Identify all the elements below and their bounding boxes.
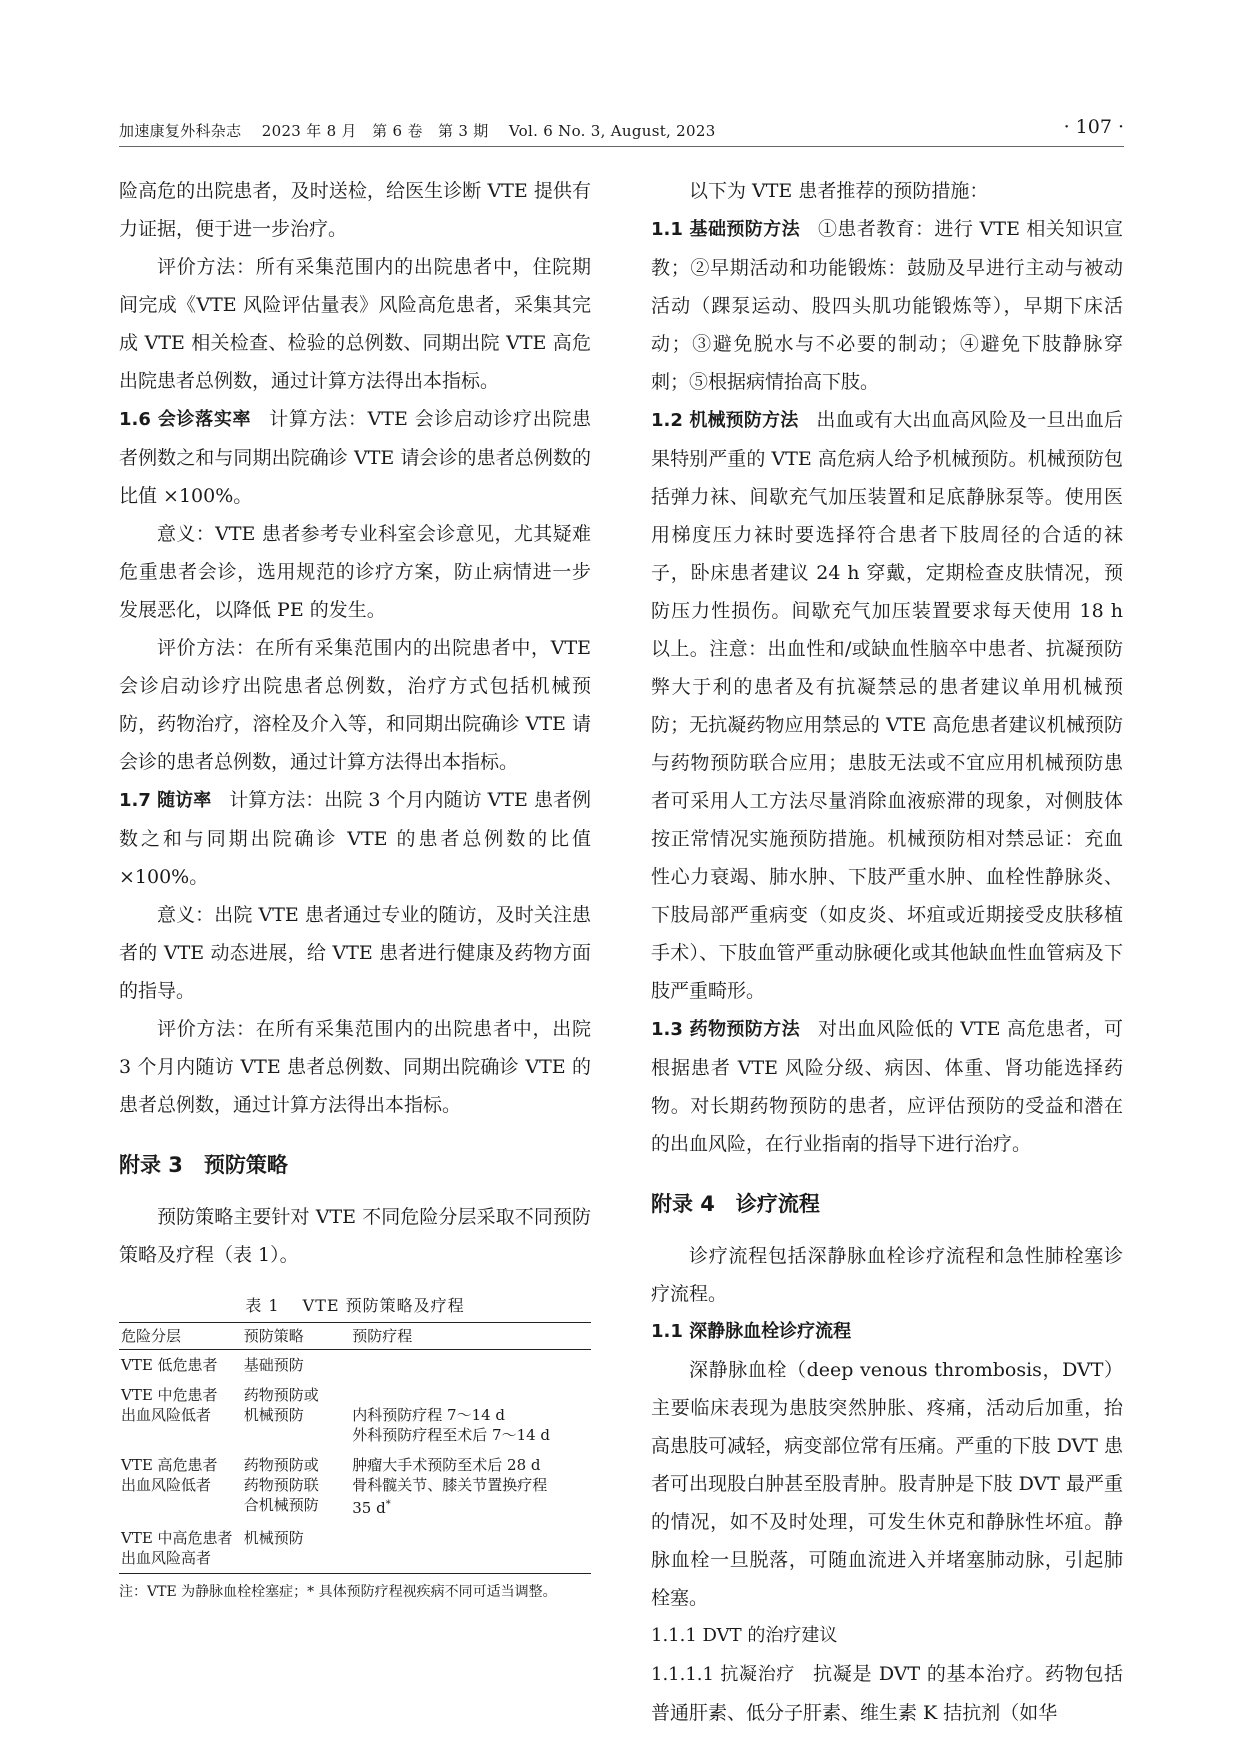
- section-text: ①患者教育：进行 VTE 相关知识宣教；②早期活动和功能锻炼：鼓励及早进行主动与被动活动（踝泵运动、股四头肌功能锻炼等），早期下床活动；③避免脱水与不必要的制动；④避免下肢静脉穿刺；⑤根据病情抬高下肢。: [651, 218, 1124, 393]
- table-cell: 机械预防: [243, 1529, 304, 1547]
- section-heading: 1.1 基础预防方法: [651, 219, 800, 240]
- section-heading: 1.6 会诊落实率: [119, 409, 252, 430]
- table-row: [119, 1523, 591, 1574]
- table-row: [119, 1450, 591, 1523]
- column-header: 危险分层: [119, 1323, 242, 1350]
- subsection-heading: 1.1 深静脉血栓诊疗流程: [651, 1321, 852, 1342]
- paragraph: 诊疗流程包括深静脉血栓诊疗流程和急性肺栓塞诊疗流程。: [651, 1245, 1123, 1305]
- table-cell: 内科预防疗程 7～14 d 外科预防疗程至术后 7～14 d: [352, 1406, 551, 1444]
- right-column: [651, 172, 1123, 1732]
- section-heading: 1.7 随访率: [119, 790, 212, 811]
- prevention-table: [119, 1322, 591, 1574]
- paragraph: 预防策略主要针对 VTE 不同危险分层采取不同预防策略及疗程（表 1）。: [119, 1206, 591, 1266]
- section-heading: 1.2 机械预防方法: [651, 410, 799, 431]
- paragraph: 评价方法：在所有采集范围内的出院患者中，VTE 会诊启动诊疗出院患者总例数，治疗方式包括机械预防，药物治疗，溶栓及介入等，和同期出院确诊 VTE 请会诊的患者总例数，通过计算方法得出本指标。: [119, 637, 591, 773]
- section-1-7: [119, 781, 591, 896]
- section-heading: 1.3 药物预防方法: [651, 1019, 800, 1040]
- paragraph: 深静脉血栓（deep venous thrombosis，DVT）主要临床表现为患肢突然肿胀、疼痛，活动后加重，抬高患肢可减轻，病变部位常有压痛。严重的下肢 DVT 患者可出现股白肿甚至股青肿。股青肿是下肢 DVT 最严重的情况，如不及时处理，可发生休克和静脉性坏疽。静脉血栓一旦脱落，可随血流进入并堵塞肺动脉，引起肺栓塞。: [651, 1359, 1123, 1609]
- table-cell-text: 肿瘤大手术预防至术后 28 d 骨科髋关节、膝关节置换疗程 35 d: [352, 1456, 548, 1517]
- footnote-mark: *: [385, 1499, 391, 1510]
- paragraph: 意义：VTE 患者参考专业科室会诊意见，尤其疑难危重患者会诊，选用规范的诊疗方案，防止病情进一步发展恶化，以降低 PE 的发生。: [119, 523, 591, 621]
- table-cell: 药物预防或 机械预防: [243, 1386, 319, 1424]
- column-header: 预防疗程: [350, 1323, 591, 1350]
- paragraph: 评价方法：所有采集范围内的出院患者中，住院期间完成《VTE 风险评估量表》风险高危患者，采集其完成 VTE 相关检查、检验的总例数、同期出院 VTE 高危出院患者总例数，通过计算方法得出本指标。: [119, 256, 591, 392]
- section-text: 对出血风险低的 VTE 高危患者，可根据患者 VTE 风险分级、病因、体重、肾功能选择药物。对长期药物预防的患者，应评估预防的受益和潜在的出血风险，在行业指南的指导下进行治疗。: [651, 1018, 1124, 1155]
- table-cell: 药物预防或 药物预防联 合机械预防: [243, 1456, 319, 1514]
- table-cell: [350, 1523, 591, 1574]
- section-1-1: [651, 210, 1123, 401]
- table-cell: 基础预防: [243, 1356, 304, 1374]
- section-heading: 1.1.1.1 抗凝治疗: [651, 1664, 796, 1685]
- section-text: 抗凝是 DVT 的基本治疗。药物包括普通肝素、低分子肝素、维生素 K 拮抗剂（如华: [651, 1663, 1124, 1724]
- running-header: [119, 112, 1124, 147]
- paragraph: 以下为 VTE 患者推荐的预防措施：: [689, 180, 989, 202]
- section-text: 计算方法：出院 3 个月内随访 VTE 患者例数之和与同期出院确诊 VTE 的患者总例数的比值 ×100%。: [119, 789, 591, 888]
- table-cell: VTE 中危患者 出血风险低者: [121, 1386, 218, 1424]
- table-caption: 表 1 VTE 预防策略及疗程: [245, 1296, 465, 1315]
- section-text: 出血或有大出血高风险及一旦出血后果特别严重的 VTE 高危病人给予机械预防。机械预防包括弹力袜、间歇充气加压装置和足底静脉泵等。使用医用梯度压力袜时要选择符合患者下肢周径的合适的袜子，卧床患者建议 24 h 穿戴，定期检查皮肤情况，预防压力性损伤。间歇充气加压装置要求每天使用 18 h 以上。注意：出血性和/或缺血性脑卒中患者、抗凝预防弊大于利的患者及有抗凝禁忌的患者建议单用机械预防；无抗凝药物应用禁忌的 VTE 高危患者建议机械预防与药物预防联合应用；患肢无法或不宜应用机械预防患者可采用人工方法尽量消除血液瘀滞的现象，对侧肢体按正常情况实施预防措施。机械预防相对禁忌证：充血性心力衰竭、肺水肿、下肢严重水肿、血栓性静脉炎、下肢局部严重病变（如皮炎、坏疽或近期接受皮肤移植手术）、下肢血管严重动脉硬化或其他缺血性血管病及下肢严重畸形。: [651, 409, 1123, 1002]
- table-cell-with-footnote: [350, 1450, 591, 1523]
- table-cell: VTE 高危患者 出血风险低者: [121, 1456, 218, 1494]
- section-1-2: [651, 401, 1123, 1010]
- subsubsection-heading: 1.1.1 DVT 的治疗建议: [651, 1625, 838, 1646]
- appendix-4-heading: 附录 4 诊疗流程: [651, 1192, 820, 1216]
- table-1: [119, 1296, 591, 1602]
- paragraph: 意义：出院 VTE 患者通过专业的随访，及时关注患者的 VTE 动态进展，给 VTE 患者进行健康及药物方面的指导。: [119, 904, 591, 1002]
- appendix-3-heading: 附录 3 预防策略: [119, 1153, 288, 1177]
- table-header-row: [119, 1323, 591, 1350]
- journal-info: 加速康复外科杂志 2023 年 8 月 第 6 卷 第 3 期 Vol. 6 No. 3, August, 2023: [119, 122, 716, 140]
- paragraph: 评价方法：在所有采集范围内的出院患者中，出院 3 个月内随访 VTE 患者总例数、同期出院确诊 VTE 的患者总例数，通过计算方法得出本指标。: [119, 1018, 591, 1116]
- page-number: · 107 ·: [1063, 116, 1124, 138]
- table-row: [119, 1380, 591, 1450]
- table-cell: VTE 中高危患者 出血风险高者: [121, 1529, 233, 1567]
- section-1-3: [651, 1010, 1123, 1163]
- table-cell: [350, 1350, 591, 1381]
- section-text: 计算方法：VTE 会诊启动诊疗出院患者例数之和与同期出院确诊 VTE 请会诊的患者总例数的比值 ×100%。: [119, 408, 591, 507]
- table-cell: VTE 低危患者: [121, 1356, 218, 1374]
- paragraph: 险高危的出院患者，及时送检，给医生诊断 VTE 提供有力证据，便于进一步治疗。: [119, 180, 591, 240]
- table-note: 注：VTE 为静脉血栓栓塞症；* 具体预防疗程视疾病不同可适当调整。: [119, 1584, 557, 1600]
- left-column: [119, 172, 591, 1602]
- section-1-6: [119, 400, 591, 515]
- section-1-1-1-1: [651, 1655, 1123, 1732]
- column-header: 预防策略: [242, 1323, 351, 1350]
- table-row: [119, 1350, 591, 1381]
